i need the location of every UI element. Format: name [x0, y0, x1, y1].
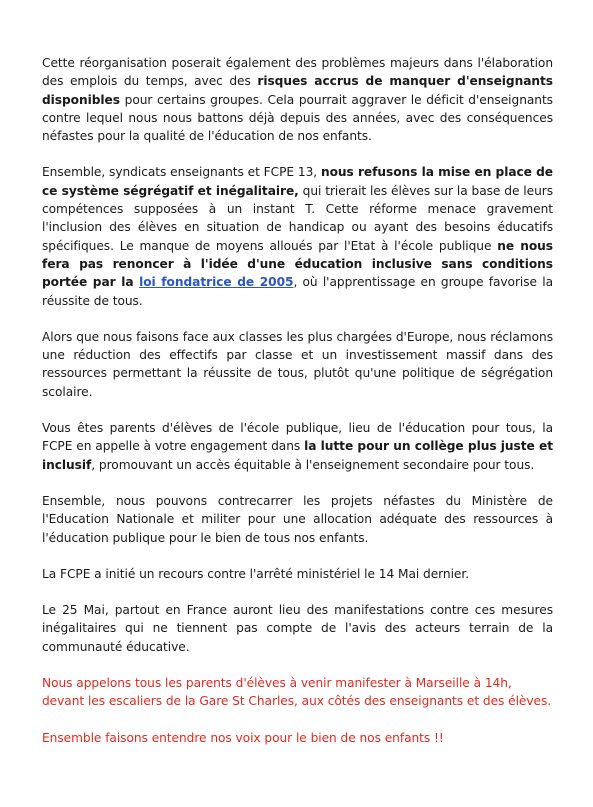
paragraph-text: , promouvant un accès équitable à l'enseignement secondaire pour tous. — [91, 457, 535, 472]
callout-text: Nous appelons tous les parents d'élèves à venir manifester à Marseille à 14h, devant les escaliers de la Gare St Charles, aux côtés des enseignants et des élèves. — [42, 676, 552, 709]
emphasis-text: ne nous fera pas renoncer à l'idée d'une éducation inclusive sans conditions portée par la — [42, 238, 553, 290]
emphasis-text: risques accrus de manquer d'enseignants disponibles — [42, 74, 554, 107]
paragraph-recours — [42, 565, 553, 583]
paragraph-text: Vous êtes parents d'élèves de l'école publique, lieu de l'éducation pour tous, la FCPE en appelle à votre engagement dans — [42, 421, 553, 454]
paragraph-text: Ensemble, syndicats enseignants et FCPE 13, — [42, 165, 321, 180]
paragraph-text: , où l'apprentissage en groupe favorise la réussite de tous. — [42, 275, 553, 308]
emphasis-text: la lutte pour un collège plus juste et inclusif — [42, 439, 553, 472]
paragraph-ministere — [42, 492, 553, 547]
paragraph-engagement — [42, 419, 553, 474]
paragraph-text: Le 25 Mai, partout en France auront lieu des manifestations contre ces mesures inégalitaires qui ne tiennent pas compte de l'avis des acteurs terrain de la communauté éducative. — [42, 603, 553, 654]
paragraph-effectifs — [42, 328, 553, 401]
emphasis-text: nous refusons la mise en place de ce système ségrégatif et inégalitaire, — [42, 165, 553, 198]
loi-2005-link[interactable]: loi fondatrice de 2005 — [139, 275, 294, 290]
paragraph-text: La FCPE a initié un recours contre l'arrêté ministériel le 14 Mai dernier. — [42, 566, 470, 581]
paragraph-text: Alors que nous faisons face aux classes les plus chargées d'Europe, nous réclamons une réduction des effectifs par classe et un investissement massif dans des ressources permettant la réussite de tous, plutôt qu'une politique de ségrégation scolaire. — [42, 329, 553, 399]
paragraph-refus — [42, 163, 553, 309]
paragraph-appel-marseille — [42, 674, 553, 711]
callout-text: Ensemble faisons entendre nos voix pour le bien de nos enfants !! — [42, 730, 444, 745]
paragraph-manifestations — [42, 601, 553, 656]
paragraph-reorganisation — [42, 54, 553, 145]
paragraph-text: Cette réorganisation poserait également des problèmes majeurs dans l'élaboration des emplois du temps, avec des — [42, 56, 553, 89]
paragraph-conclusion — [42, 729, 553, 747]
document-page — [42, 54, 553, 765]
paragraph-text: pour certains groupes. Cela pourrait aggraver le déficit d'enseignants contre lequel nous nous battons déjà depuis des années, avec des conséquences néfastes pour la qualité de l'éducation de nos enfants. — [42, 92, 553, 144]
paragraph-text: Ensemble, nous pouvons contrecarrer les projets néfastes du Ministère de l'Education Nationale et militer pour une allocation adéquate des ressources à l'éducation publique pour le bien de tous nos enfants. — [42, 493, 553, 545]
paragraph-text: qui trierait les élèves sur la base de leurs compétences supposées à un instant T. Cette réforme menace gravement l'inclusion des élèves en situation de handicap ou ayant des besoins éducatifs spécifiques. Le manque de moyens alloués par l'Etat à l'école publique — [42, 183, 554, 253]
